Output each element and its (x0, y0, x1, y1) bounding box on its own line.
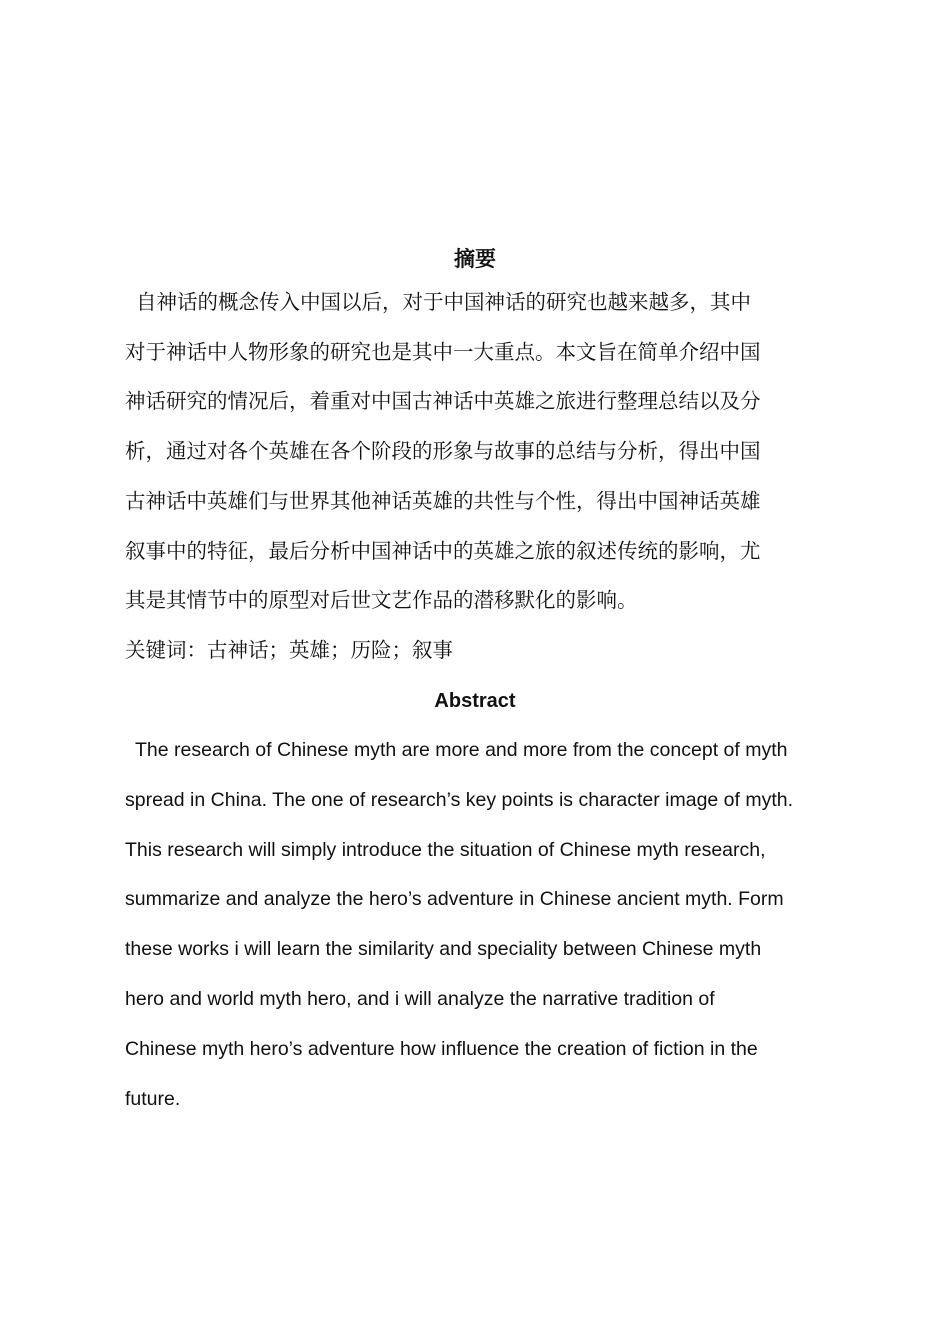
chinese-abstract-heading: 摘要 (454, 247, 496, 271)
english-abstract-line: The research of Chinese myth are more and more from the concept of myth (135, 738, 788, 761)
abstract-content (125, 240, 825, 1124)
english-abstract-line: This research will simply introduce the situation of Chinese myth research, (125, 838, 766, 861)
english-abstract-line: spread in China. The one of research’s key points is character image of myth. (125, 788, 794, 811)
chinese-abstract-line: 古神话中英雄们与世界其他神话英雄的共性与个性，得出中国神话英雄 (125, 488, 761, 513)
chinese-abstract-paragraph (125, 278, 825, 626)
english-abstract-line: Chinese myth hero’s adventure how influence the creation of fiction in the (125, 1037, 758, 1060)
english-abstract-line: hero and world myth hero, and i will analyze the narrative tradition of (125, 987, 715, 1010)
chinese-abstract-line: 其是其情节中的原型对后世文艺作品的潜移默化的影响。 (125, 588, 638, 613)
chinese-abstract-line: 析，通过对各个英雄在各个阶段的形象与故事的总结与分析，得出中国 (125, 439, 761, 464)
english-abstract-line: summarize and analyze the hero’s adventure in Chinese ancient myth. Form (125, 888, 784, 911)
english-abstract-paragraph (125, 726, 825, 1124)
chinese-abstract-line: 叙事中的特征，最后分析中国神话中的英雄之旅的叙述传统的影响，尤 (125, 538, 761, 563)
english-abstract-line: future. (125, 1087, 181, 1110)
chinese-keywords: 关键词：古神话；英雄；历险；叙事 (125, 637, 453, 662)
chinese-abstract-line: 对于神话中人物形象的研究也是其中一大重点。本文旨在简单介绍中国 (125, 339, 761, 364)
chinese-abstract-line: 自神话的概念传入中国以后，对于中国神话的研究也越来越多，其中 (136, 290, 751, 314)
english-abstract-heading: Abstract (434, 689, 516, 712)
english-abstract-line: these works i will learn the similarity and speciality between Chinese myth (125, 938, 762, 961)
chinese-abstract-line: 神话研究的情况后，着重对中国古神话中英雄之旅进行整理总结以及分 (125, 389, 761, 414)
